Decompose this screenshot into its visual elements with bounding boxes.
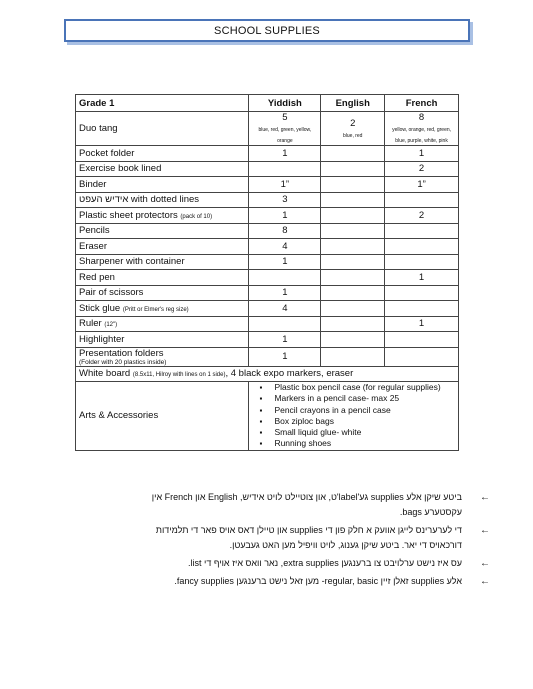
note-item	[122, 523, 490, 553]
french-cell	[385, 332, 459, 348]
white-board-cell	[76, 366, 459, 382]
item-label	[76, 332, 249, 348]
item-label-text: Binder	[79, 178, 107, 190]
arrow-left-icon: ←	[480, 576, 490, 587]
french-cell: 1	[385, 146, 459, 162]
english-cell	[321, 112, 385, 146]
arts-list-cell	[249, 382, 459, 451]
french-cell: 1”	[385, 177, 459, 193]
table-header-row	[76, 95, 459, 112]
table-row-duo-tang	[76, 112, 459, 146]
english-cell	[321, 146, 385, 162]
item-note: (pack of 10)	[180, 213, 213, 220]
header-yiddish: Yiddish	[249, 95, 321, 112]
yiddish-cell	[249, 112, 321, 146]
item-label	[76, 301, 249, 317]
table-row	[76, 332, 459, 348]
item-note: (12")	[104, 322, 118, 329]
yiddish-cell: 3	[249, 192, 321, 208]
note-text: עס איז נישט ערלויבט צו ברענגען extra supplies, נאר וואס איז אויף די list.	[187, 558, 462, 568]
item-label-text: Stick glue	[79, 302, 121, 314]
item-rest: , 4 black expo markers, eraser	[225, 368, 354, 380]
english-cell	[321, 223, 385, 239]
yiddish-cell: 4	[249, 301, 321, 317]
english-cell	[321, 192, 385, 208]
french-cell: 1	[385, 316, 459, 332]
english-cell	[321, 347, 385, 366]
item-label-text: Ruler	[79, 318, 102, 330]
list-item: ▪ Markers in a pencil case- max 25	[274, 393, 455, 404]
item-note: (Pritt or Elmer's reg size)	[122, 306, 189, 313]
table-row	[76, 208, 459, 224]
english-cell	[321, 316, 385, 332]
english-cell	[321, 254, 385, 270]
yiddish-cell: 4	[249, 239, 321, 255]
arrow-left-icon: ←	[480, 525, 490, 536]
item-label	[76, 239, 249, 255]
table-body	[76, 146, 459, 348]
table-row	[76, 254, 459, 270]
english-cell	[321, 177, 385, 193]
table-row	[76, 192, 459, 208]
count: 8	[418, 112, 425, 123]
arts-list	[252, 382, 455, 450]
yiddish-cell: 1	[249, 285, 321, 301]
table-row	[76, 285, 459, 301]
item-label	[76, 254, 249, 270]
arrow-left-icon: ←	[480, 492, 490, 503]
note-item	[122, 556, 490, 571]
french-cell: 2	[385, 161, 459, 177]
supplies-table	[75, 94, 459, 451]
item-label-text: Presentation folders	[79, 347, 164, 359]
yiddish-cell	[249, 161, 321, 177]
table-row	[76, 146, 459, 162]
english-cell	[321, 285, 385, 301]
item-label	[76, 146, 249, 162]
item-label	[76, 161, 249, 177]
list-item: ▪ Pencil crayons in a pencil case	[274, 405, 455, 416]
french-cell	[385, 301, 459, 317]
yiddish-cell: 1	[249, 208, 321, 224]
list-item: ▪ Plastic box pencil case (for regular supplies)	[274, 382, 455, 393]
french-cell	[385, 192, 459, 208]
header-english: English	[321, 95, 385, 112]
header-grade: Grade 1	[76, 95, 249, 112]
french-cell	[385, 112, 459, 146]
yiddish-cell: 1	[249, 347, 321, 366]
item-label-text: Highlighter	[79, 333, 125, 345]
item-label-text: אידיש העפט with dotted lines	[79, 194, 200, 206]
item-label	[76, 192, 249, 208]
item-note: (Folder with 20 plastics inside)	[79, 358, 167, 366]
french-cell	[385, 285, 459, 301]
item-label	[76, 347, 249, 366]
note-text: די לערערינס לייגן אוועק א חלק פון די supplies און טיילן דאס אויס פאר די תלמידות דורכאויס די יאר. ביטע שיקן גענוג, לויט וויפיל מען האט געבעטן.	[155, 525, 462, 550]
english-cell	[321, 161, 385, 177]
yiddish-cell: 1	[249, 332, 321, 348]
page-title-text: SCHOOL SUPPLIES	[214, 24, 320, 37]
item-label-text: Red pen	[79, 271, 115, 283]
yiddish-cell: 1”	[249, 177, 321, 193]
table-row-presentation	[76, 347, 459, 366]
list-item: ▪ Small liquid glue- white	[274, 427, 455, 438]
english-cell	[321, 332, 385, 348]
yiddish-cell: 1	[249, 254, 321, 270]
item-label: Arts & Accessories	[76, 382, 249, 451]
table-row	[76, 239, 459, 255]
english-cell	[321, 239, 385, 255]
item-label-text: Pencils	[79, 225, 110, 237]
english-cell	[321, 270, 385, 286]
list-item: ▪ Box ziploc bags	[274, 416, 455, 427]
table-row	[76, 316, 459, 332]
count: 5	[282, 112, 288, 123]
french-cell: 2	[385, 208, 459, 224]
yiddish-cell	[249, 316, 321, 332]
table-row	[76, 177, 459, 193]
list-item: ▪ Running shoes	[274, 438, 455, 449]
table-row-arts	[76, 382, 459, 451]
colors-note: yellow, orange, red, green, blue, purple, white, pink	[392, 127, 452, 144]
french-cell	[385, 239, 459, 255]
note-item	[122, 490, 490, 520]
yiddish-cell: 8	[249, 223, 321, 239]
item-label	[76, 208, 249, 224]
note-text: אלע supplies זאלן זיין regular, basic- מען זאל נישט ברענגען fancy supplies.	[174, 576, 462, 586]
page-title	[64, 19, 470, 42]
table-row	[76, 161, 459, 177]
french-cell: 1	[385, 270, 459, 286]
arrow-left-icon: ←	[480, 558, 490, 569]
item-label	[76, 270, 249, 286]
english-cell	[321, 208, 385, 224]
colors-note: blue, red	[342, 132, 363, 139]
notes-list	[122, 490, 490, 592]
french-cell	[385, 254, 459, 270]
yiddish-cell: 1	[249, 146, 321, 162]
yiddish-cell	[249, 270, 321, 286]
item-label-text: Exercise book lined	[79, 163, 162, 175]
table-row	[76, 301, 459, 317]
item-label	[76, 177, 249, 193]
item-label-text: Pocket folder	[79, 147, 135, 159]
note-item	[122, 574, 490, 589]
note-text: ביטע שיקן אלע supplies גע'label'ט, און צוטיילט לויט אידיש, English און French אין עקסטערע bags.	[151, 492, 462, 517]
count: 2	[350, 117, 356, 129]
header-french: French	[385, 95, 459, 112]
item-label	[76, 316, 249, 332]
item-label-text: Plastic sheet protectors	[79, 209, 178, 221]
item-label: Duo tang	[76, 112, 249, 146]
table-row	[76, 223, 459, 239]
french-cell	[385, 347, 459, 366]
table-row	[76, 270, 459, 286]
item-label-text: White board	[79, 368, 131, 380]
item-label	[76, 285, 249, 301]
item-label-text: Sharpener with container	[79, 256, 185, 268]
colors-note: blue, red, green, yellow, orange	[258, 127, 312, 144]
item-label-text: Pair of scissors	[79, 287, 144, 299]
english-cell	[321, 301, 385, 317]
table-row-white-board	[76, 366, 459, 382]
item-label	[76, 223, 249, 239]
item-label-text: Eraser	[79, 240, 107, 252]
french-cell	[385, 223, 459, 239]
item-note: (8.5x11, Hilroy with lines on 1 side)	[132, 372, 226, 379]
